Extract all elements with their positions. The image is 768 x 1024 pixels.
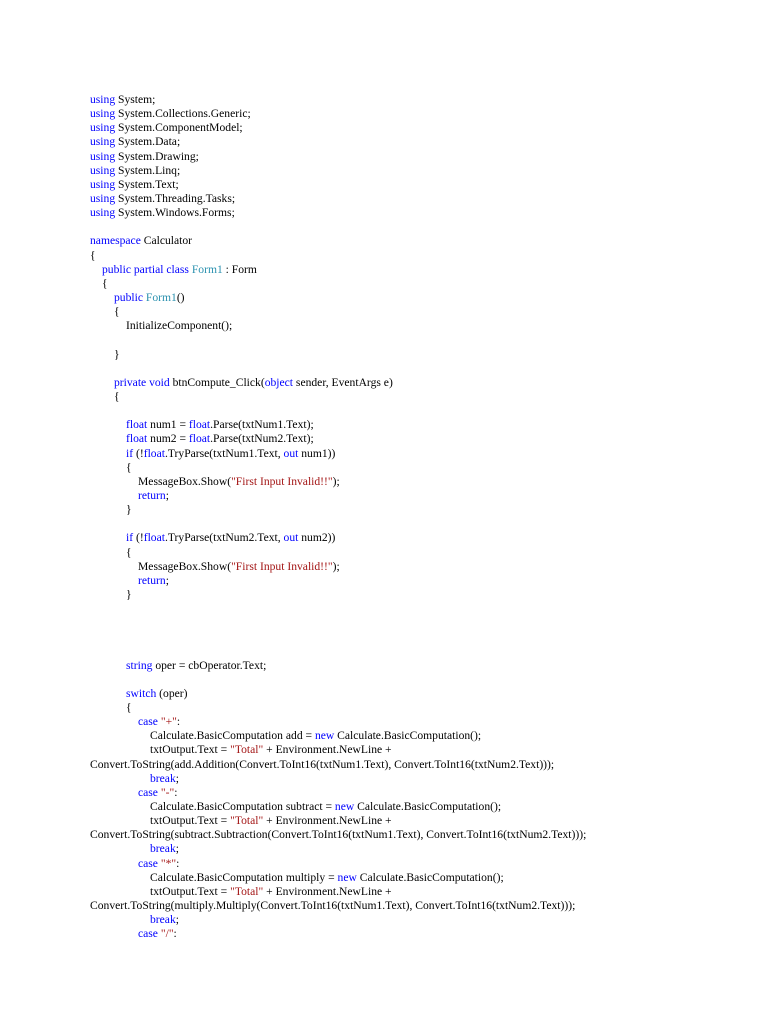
- keyword-token: float: [126, 432, 148, 446]
- code-line: [90, 616, 760, 630]
- keyword-token: using: [90, 135, 116, 149]
- code-line: [90, 376, 760, 390]
- code-token: num1)): [298, 446, 336, 460]
- code-token: {: [126, 460, 132, 474]
- code-line: [90, 517, 760, 531]
- code-token: (!: [133, 531, 144, 545]
- code-token: num2)): [298, 531, 336, 545]
- code-token: txtOutput.Text =: [150, 884, 231, 898]
- keyword-token: float: [143, 446, 165, 460]
- code-token: :: [176, 715, 181, 729]
- code-token: + Environment.NewLine +: [263, 814, 392, 828]
- code-token: btnCompute_Click(: [169, 375, 265, 389]
- keyword-token: namespace: [90, 234, 141, 248]
- keyword-token: break: [150, 771, 176, 785]
- keyword-token: float: [188, 432, 211, 446]
- keyword-token: case: [138, 785, 158, 799]
- keyword-token: new: [314, 729, 335, 743]
- string-token: "Total": [230, 884, 264, 898]
- code-token: System.Drawing;: [115, 149, 199, 163]
- code-line: [90, 503, 760, 517]
- code-token: Convert.ToString(add.Addition(Convert.ToInt16(txtNum1.Text), Convert.ToInt16(txtNum2.Text)));: [90, 757, 555, 771]
- code-line: [90, 107, 760, 121]
- code-token: :: [173, 927, 177, 941]
- code-token: {: [102, 276, 108, 290]
- code-line: [90, 489, 760, 503]
- code-line: [90, 390, 760, 404]
- keyword-token: break: [150, 842, 176, 856]
- code-token: ;: [175, 842, 179, 856]
- code-line: [90, 220, 760, 234]
- keyword-token: case: [138, 715, 158, 729]
- code-line: [90, 913, 760, 927]
- code-token: (oper): [156, 686, 188, 700]
- code-line: [90, 786, 760, 800]
- keyword-token: float: [143, 531, 165, 545]
- code-token: ;: [165, 488, 169, 502]
- code-token: oper = cbOperator.Text;: [152, 658, 267, 672]
- code-line: [90, 418, 760, 432]
- code-token: Calculate.BasicComputation subtract =: [150, 800, 335, 814]
- code-line: [90, 291, 760, 305]
- code-line: [90, 659, 760, 673]
- code-line: [90, 531, 760, 545]
- code-line: [90, 432, 760, 446]
- code-token: :: [174, 785, 178, 799]
- code-line: [90, 150, 760, 164]
- code-line: [90, 192, 760, 206]
- keyword-token: using: [90, 163, 116, 177]
- code-line: [90, 178, 760, 192]
- code-line: [90, 277, 760, 291]
- code-line: [90, 249, 760, 263]
- code-token: + Environment.NewLine +: [263, 743, 392, 757]
- code-token: }: [126, 503, 132, 517]
- code-token: Convert.ToString(subtract.Subtraction(Convert.ToInt16(txtNum1.Text), Convert.ToInt16(txtNum2.Text)));: [90, 828, 587, 842]
- code-line: [90, 828, 760, 842]
- code-token: {: [114, 305, 120, 319]
- code-token: MessageBox.Show(: [138, 474, 232, 488]
- code-token: ;: [165, 573, 169, 587]
- code-line: [90, 319, 760, 333]
- code-line: [90, 758, 760, 772]
- code-line: [90, 121, 760, 135]
- code-line: [90, 447, 760, 461]
- code-token: MessageBox.Show(: [138, 559, 232, 573]
- code-line: [90, 673, 760, 687]
- code-token: {: [90, 248, 96, 262]
- code-token: System.Threading.Tasks;: [115, 191, 236, 205]
- keyword-token: float: [126, 418, 148, 432]
- keyword-token: return: [138, 488, 166, 502]
- keyword-token: using: [90, 206, 116, 220]
- code-line: [90, 644, 760, 658]
- string-token: "*": [160, 856, 177, 870]
- string-token: "First Input Invalid!!": [231, 474, 333, 488]
- code-token: num1 =: [147, 418, 189, 432]
- code-token: .TryParse(txtNum1.Text,: [164, 446, 284, 460]
- code-line: [90, 461, 760, 475]
- code-token: System.ComponentModel;: [115, 121, 243, 135]
- code-line: [90, 333, 760, 347]
- code-line: [90, 885, 760, 899]
- code-line: [90, 729, 760, 743]
- code-line: [90, 362, 760, 376]
- code-line: [90, 135, 760, 149]
- code-line: [90, 234, 760, 248]
- keyword-token: string: [126, 658, 153, 672]
- string-token: "Total": [230, 814, 264, 828]
- code-token: Calculator: [140, 234, 193, 248]
- code-line: [90, 348, 760, 362]
- keyword-token: using: [90, 107, 116, 121]
- code-token: .TryParse(txtNum2.Text,: [164, 531, 284, 545]
- code-line: [90, 772, 760, 786]
- keyword-token: return: [138, 573, 166, 587]
- keyword-token: out: [283, 531, 299, 545]
- code-token: );: [332, 474, 340, 488]
- keyword-token: using: [90, 93, 116, 106]
- code-line: [90, 164, 760, 178]
- code-token: System.Data;: [115, 135, 181, 149]
- code-token: .Parse(txtNum1.Text);: [210, 418, 314, 432]
- code-line: [90, 899, 760, 913]
- code-line: [90, 263, 760, 277]
- code-line: [90, 574, 760, 588]
- code-line: [90, 305, 760, 319]
- code-token: }: [114, 347, 120, 361]
- code-token: InitializeComponent();: [126, 319, 233, 333]
- keyword-token: private void: [114, 375, 170, 389]
- code-token: (!: [133, 446, 144, 460]
- code-token: System.Text;: [115, 177, 179, 191]
- string-token: "Total": [230, 743, 264, 757]
- type-token: Form1: [191, 262, 223, 276]
- keyword-token: if: [126, 531, 134, 545]
- keyword-token: object: [264, 375, 294, 389]
- code-line: [90, 842, 760, 856]
- code-token: Calculate.BasicComputation();: [356, 870, 504, 884]
- code-token: Calculate.BasicComputation();: [334, 729, 482, 743]
- code-token: Calculate.BasicComputation();: [354, 800, 502, 814]
- code-token: num2 =: [147, 432, 189, 446]
- code-line: [90, 630, 760, 644]
- code-line: [90, 475, 760, 489]
- string-token: "+": [160, 715, 177, 729]
- keyword-token: new: [334, 800, 355, 814]
- code-line: [90, 743, 760, 757]
- code-token: System.Collections.Generic;: [115, 107, 251, 121]
- code-line: [90, 546, 760, 560]
- code-token: ;: [175, 913, 179, 927]
- keyword-token: case: [138, 927, 158, 941]
- keyword-token: using: [90, 121, 116, 135]
- code-line: [90, 206, 760, 220]
- code-token: sender, EventArgs e): [293, 375, 393, 389]
- type-token: Form1: [145, 290, 177, 304]
- code-line: [90, 814, 760, 828]
- code-listing: [90, 93, 760, 941]
- string-token: "/": [160, 927, 174, 941]
- code-line: [90, 687, 760, 701]
- keyword-token: float: [188, 418, 211, 432]
- code-line: [90, 927, 760, 941]
- keyword-token: out: [283, 446, 299, 460]
- string-token: "First Input Invalid!!": [231, 559, 333, 573]
- keyword-token: public partial class: [102, 262, 189, 276]
- keyword-token: break: [150, 913, 176, 927]
- code-token: : Form: [222, 262, 257, 276]
- keyword-token: case: [138, 856, 158, 870]
- code-token: System.Linq;: [115, 163, 181, 177]
- code-token: {: [126, 701, 132, 715]
- code-token: txtOutput.Text =: [150, 814, 231, 828]
- code-token: System.Windows.Forms;: [115, 206, 235, 220]
- code-token: ;: [175, 771, 179, 785]
- string-token: "-": [160, 785, 175, 799]
- code-line: [90, 588, 760, 602]
- code-token: + Environment.NewLine +: [263, 884, 392, 898]
- code-line: [90, 857, 760, 871]
- code-line: [90, 701, 760, 715]
- code-line: [90, 404, 760, 418]
- code-token: {: [126, 545, 132, 559]
- code-line: [90, 715, 760, 729]
- code-line: [90, 602, 760, 616]
- code-token: (): [176, 290, 185, 304]
- keyword-token: new: [337, 870, 357, 884]
- code-token: Calculate.BasicComputation multiply =: [150, 870, 338, 884]
- code-line: [90, 800, 760, 814]
- code-token: .Parse(txtNum2.Text);: [210, 432, 314, 446]
- keyword-token: switch: [126, 686, 157, 700]
- code-token: }: [126, 587, 132, 601]
- code-line: [90, 871, 760, 885]
- code-token: Convert.ToString(multiply.Multiply(Convert.ToInt16(txtNum1.Text), Convert.ToInt16(txtNum2.Text)));: [90, 899, 576, 913]
- code-token: txtOutput.Text =: [150, 743, 231, 757]
- code-token: {: [114, 389, 120, 403]
- keyword-token: using: [90, 191, 116, 205]
- keyword-token: using: [90, 177, 116, 191]
- code-token: );: [332, 559, 340, 573]
- code-line: [90, 560, 760, 574]
- code-token: Calculate.BasicComputation add =: [150, 729, 315, 743]
- keyword-token: public: [114, 290, 143, 304]
- keyword-token: using: [90, 149, 116, 163]
- code-line: [90, 93, 760, 107]
- code-token: :: [176, 856, 180, 870]
- keyword-token: if: [126, 446, 134, 460]
- code-token: System;: [115, 93, 156, 106]
